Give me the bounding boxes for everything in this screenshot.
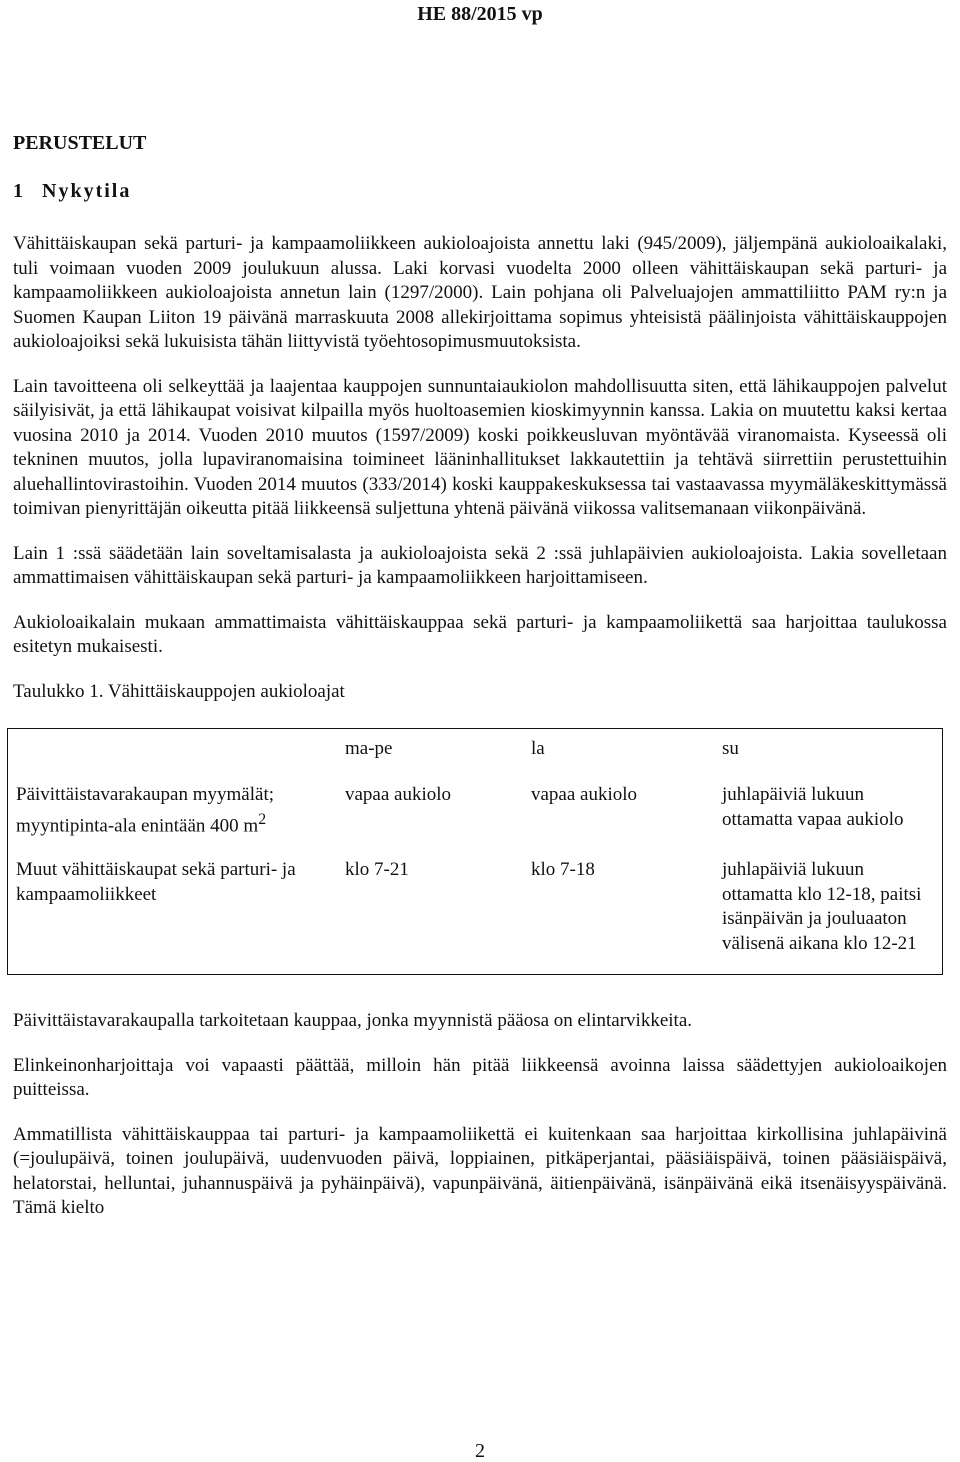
paragraph-grocery-definition: Päivittäistavarakaupalla tarkoitetaan kauppaa, jonka myynnistä pääosa on elintarvikkeita. [13,1010,693,1032]
table-caption: Taulukko 1. Vähittäiskauppojen aukioloajat [13,680,345,702]
paragraph-holiday-ban: Ammatillista vähittäiskauppaa tai parturi- ja kampaamoliikettä ei kuitenkaan saa harjoittaa kirkollisina juhlapäivinä (=joulupäivä, toinen joulupäivä, uudenvuoden päivä, loppiainen, pitkäperjantai, pääsiäispäivä, toinen pääsiäispäivä, helatorstai, helluntai, juhannuspäivä ja pyhäinpäivä), vapunpäivänä, äitienpäivänä, isänpäivänä eikä itsenäisyyspäivänä. Tämä kielto [13,1123,947,1219]
document-id: HE 88/2015 vp [417,3,543,25]
table-cell-category: Muut vähittäiskaupat sekä parturi- ja kampaamoliikkeet [16,859,296,905]
category-text: Päivittäistavarakaupan myymälät; myyntipinta-ala enintään 400 m [16,784,275,836]
paragraph-table-intro: Aukioloaikalain mukaan ammattimaista vähittäiskauppaa sekä parturi- ja kampaamoliikettä saa harjoittaa taulukossa esitetyn mukaisesti. [13,611,947,657]
table-cell-su: juhlapäiviä lukuun ottamatta klo 12-18, paitsi isänpäivän ja jouluaaton välisenä aikana klo 12-21 [722,859,922,954]
table-cell-mape: vapaa aukiolo [345,784,452,805]
table-row [8,783,943,858]
paragraph-freedom-to-choose: Elinkeinonharjoittaja voi vapaasti päättää, milloin hän pitää liikkeensä avoinna laissa säädettyjen aukioloaikojen puitteissa. [13,1054,947,1101]
paragraph-law-background: Vähittäiskaupan sekä parturi- ja kampaamoliikkeen aukioloajoista annettu laki (945/2009), jäljempänä aukioloaikalaki, tuli voimaan vuoden 2009 joulukuun alussa. Laki korvasi vuodelta 2000 olleen vähittäiskaupan sekä parturi- ja kampaamoliikkeen aukioloajoista annetun lain (1297/2000). Lain pohjana oli Palveluajojen ammattiliitto PAM ry:n ja Suomen Kaupan Liiton 19 päivänä marraskuuta 2008 allekirjoittama sopimus yhteisistä päälinjoista vähittäiskauppojen aukioloajoiksi sekä lukuisista tähän liittyvistä työehtosopimusmuutoksista. [13,233,947,352]
page-number: 2 [475,1440,485,1462]
category-superscript: 2 [258,810,267,828]
paragraph-law-objectives: Lain tavoitteena oli selkeyttää ja laajentaa kauppojen sunnuntaiaukiolon mahdollisuutta siten, että lähikauppojen palvelut säilyisivät, ja että lähikaupat voisivat kilpailla myös huoltoasemien kioskimyynnin kanssa. Lakia on muutettu kaksi kertaa vuosina 2010 ja 2014. Vuoden 2010 muutos (1597/2009) koski poikkeusluvan myöntävää viranomaista. Kyseessä oli tekninen muutos, jolla lupaviranomaisina toimineet lääninhallitukset lakkautettiin ja tehtävä siirrettiin perustettuihin aluehallintovirastoihin. Vuoden 2014 muutos (333/2014) koski kauppakeskuksessa tai vastaavassa myymäläkeskittymässä toimivan pienyrittäjän oikeutta pitää liikkeensä suljettuna yhtenä päivänä viikossa valitsemanaan viikonpäivänä. [13,375,947,519]
section-title: PERUSTELUT [13,132,147,154]
table-cell-la: klo 7-18 [531,859,595,881]
document-body [13,130,947,1241]
paragraph-law-sections: Lain 1 :ssä säädetään lain soveltamisalasta ja aukioloajoista sekä 2 :ssä juhlapäivien aukioloajoista. Lakia sovelletaan ammattimaisen vähittäiskaupan sekä parturi- ja kampaamoliikkeen harjoittamiseen. [13,542,947,588]
table-row [8,858,943,975]
table-cell-mape: klo 7-21 [345,859,409,881]
table-cell-su: juhlapäiviä lukuun ottamatta vapaa aukiolo [722,784,904,830]
table-cell-la: vapaa aukiolo [531,784,638,805]
table-header-row [8,728,943,783]
table-header-la: la [531,737,545,759]
opening-hours-table [7,728,943,976]
table-header-mape: ma-pe [345,737,393,759]
table-header-empty [8,728,338,783]
chapter-heading [13,178,947,204]
table-header-su: su [722,737,739,759]
chapter-title: Nykytila [42,180,132,202]
post-table-text [13,1009,947,1221]
table-cell-category [8,783,338,858]
chapter-number: 1 [13,180,25,202]
